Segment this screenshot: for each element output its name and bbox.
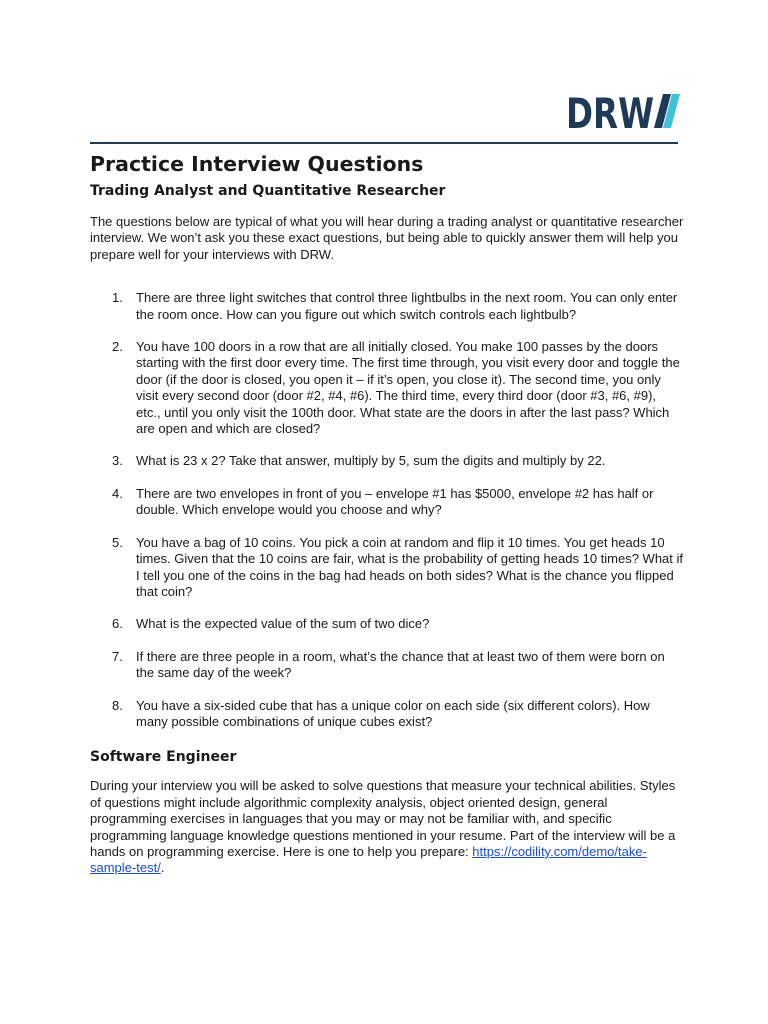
list-item [90, 616, 684, 632]
question-number: 6. [112, 616, 123, 632]
document-body [90, 150, 684, 877]
section-title-trading: Trading Analyst and Quantitative Researcher [90, 183, 446, 199]
drw-logo [566, 90, 682, 134]
list-item [90, 698, 684, 731]
question-number: 1. [112, 290, 123, 306]
question-text: What is the expected value of the sum of two dice? [136, 616, 430, 632]
question-number: 8. [112, 697, 123, 713]
intro-paragraph: The questions below are typical of what you will hear during a trading analyst or quantitative researcher interview. We won’t ask you these exact questions, but being able to quickly answer them will help you prepare well for your interviews with DRW. [90, 214, 684, 262]
question-text: If there are three people in a room, what’s the chance that at least two of them were born on the same day of the week? [136, 648, 665, 681]
list-item [90, 486, 684, 519]
list-item [90, 339, 684, 437]
question-number: 5. [112, 534, 123, 550]
list-item [90, 453, 684, 469]
software-text: During your interview you will be asked to solve questions that measure your technical abilities. Styles of questions might include algorithmic complexity analysis, object oriented design, general programming exercises in languages that you may or may not be familiar with, and specific programming language knowledge questions mentioned in your resume. Part of the interview will be a hands on programming exercise. Here is one to help you prepare: [90, 778, 676, 859]
question-text: You have a bag of 10 coins. You pick a coin at random and flip it 10 times. You get heads 10 times. Given that the 10 coins are fair, what is the probability of getting heads 10 times? What if I tell you one of the coins in the bag had heads on both sides? What is the chance you flipped that coin? [136, 534, 684, 599]
header-rule [90, 142, 678, 144]
software-paragraph [90, 778, 684, 876]
question-number: 2. [112, 339, 123, 355]
question-list [90, 290, 684, 730]
list-item [90, 535, 684, 601]
question-number: 4. [112, 485, 123, 501]
question-number: 7. [112, 648, 123, 664]
question-text: There are three light switches that control three lightbulbs in the next room. You can only enter the room once. How can you figure out which switch controls each lightbulb? [136, 290, 678, 322]
question-text: There are two envelopes in front of you – envelope #1 has $5000, envelope #2 has half or double. Which envelope would you choose and why? [136, 485, 654, 518]
question-text: What is 23 x 2? Take that answer, multiply by 5, sum the digits and multiply by 22. [136, 453, 606, 469]
question-text: You have a six-sided cube that has a unique color on each side (six different colors). How many possible combinations of unique cubes exist? [136, 697, 650, 729]
link-suffix: . [160, 860, 165, 876]
list-item [90, 290, 684, 323]
question-number: 3. [112, 453, 123, 469]
section-title-software: Software Engineer [90, 749, 237, 766]
codility-link[interactable]: https://codility.com/demo/take-sample-test/ [90, 843, 647, 876]
svg-text:DRW: DRW [566, 90, 654, 134]
question-text: You have 100 doors in a row that are all initially closed. You make 100 passes by the doors starting with the first door every time. The first time through, you visit every door and toggle the door (if the door is closed, you open it – if it’s open, you close it). The second time, you only visit every second door (door #2, #4, #6). The third time, every third door (door #3, #6, #9), etc., until you only visit the 100th door. What state are the doors in after the last pass? Which are open and which are closed? [136, 339, 680, 437]
list-item [90, 649, 684, 682]
page-title: Practice Interview Questions [90, 152, 424, 176]
